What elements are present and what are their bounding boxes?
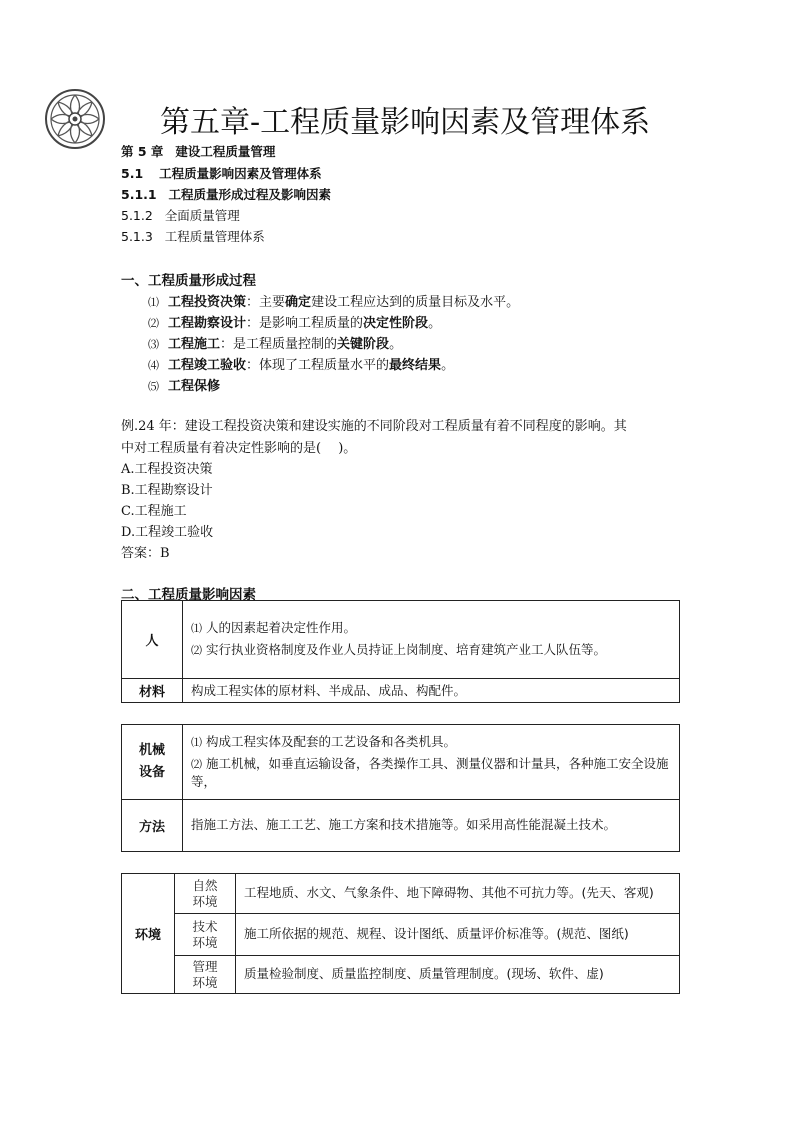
row-label: 材料 bbox=[122, 679, 183, 703]
list-item: ⑴ 工程投资决策：主要确定建设工程应达到的质量目标及水平。 bbox=[148, 295, 520, 310]
page-title: 第五章-工程质量影响因素及管理体系 bbox=[160, 105, 651, 140]
option-c: C.工程施工 bbox=[121, 504, 187, 519]
row-content: ⑴ 构成工程实体及配套的工艺设备和各类机具。 ⑵ 施工机械，如垂直运输设备，各类操作工具、测量仪器和计量具，各种施工安全设施等， bbox=[183, 725, 680, 800]
toc-line: 5.1.2 全面质量管理 bbox=[121, 208, 240, 223]
section-heading: 一、工程质量形成过程 bbox=[121, 273, 256, 289]
row-label: 方法 bbox=[122, 800, 183, 852]
row-content: 施工所依据的规范、规程、设计图纸、质量评价标准等。(规范、图纸) bbox=[236, 914, 680, 956]
list-item: ⑷ 工程竣工验收：体现了工程质量水平的最终结果。 bbox=[148, 358, 455, 373]
option-d: D.工程竣工验收 bbox=[121, 525, 214, 540]
sub-label: 管理 环境 bbox=[175, 956, 236, 994]
row-content: 工程地质、水文、气象条件、地下障碍物、其他不可抗力等。(先天、客观) bbox=[236, 874, 680, 914]
toc-line: 5.1.1 工程质量形成过程及影响因素 bbox=[121, 187, 332, 202]
list-item: ⑸ 工程保修 bbox=[148, 379, 221, 394]
option-b: B.工程勘察设计 bbox=[121, 483, 213, 498]
factor-table-people-material bbox=[121, 600, 680, 703]
row-content: ⑴ 人的因素起着决定性作用。 ⑵ 实行执业资格制度及作业人员持证上岗制度、培育建筑产业工人队伍等。 bbox=[183, 601, 680, 679]
factor-table-machine-method bbox=[121, 724, 680, 852]
row-content: 质量检验制度、质量监控制度、质量管理制度。(现场、软件、虚) bbox=[236, 956, 680, 994]
rosette-logo-icon bbox=[44, 88, 106, 150]
toc-line: 第 5 章 建设工程质量管理 bbox=[121, 144, 276, 159]
sub-label: 自然 环境 bbox=[175, 874, 236, 914]
row-label: 环境 bbox=[122, 874, 175, 994]
toc-line: 5.1 工程质量影响因素及管理体系 bbox=[121, 166, 322, 181]
row-content: 指施工方法、施工工艺、施工方案和技术措施等。如采用高性能混凝土技术。 bbox=[183, 800, 680, 852]
row-label: 机械 设备 bbox=[122, 725, 183, 800]
row-content: 构成工程实体的原材料、半成品、成品、构配件。 bbox=[183, 679, 680, 703]
option-a: A.工程投资决策 bbox=[121, 462, 213, 477]
example-question: 例.24 年：建设工程投资决策和建设实施的不同阶段对工程质量有着不同程度的影响。其 bbox=[121, 419, 627, 434]
sub-label: 技术 环境 bbox=[175, 914, 236, 956]
row-label: 人 bbox=[122, 601, 183, 679]
section-heading: 二、工程质量影响因素 bbox=[121, 587, 256, 603]
answer: 答案：B bbox=[121, 546, 170, 561]
list-item: ⑵ 工程勘察设计：是影响工程质量的决定性阶段。 bbox=[148, 316, 442, 331]
example-question-cont: 中对工程质量有着决定性影响的是( )。 bbox=[121, 441, 357, 456]
list-item: ⑶ 工程施工：是工程质量控制的关键阶段。 bbox=[148, 337, 403, 352]
factor-table-environment bbox=[121, 873, 680, 994]
toc-line: 5.1.3 工程质量管理体系 bbox=[121, 229, 265, 244]
